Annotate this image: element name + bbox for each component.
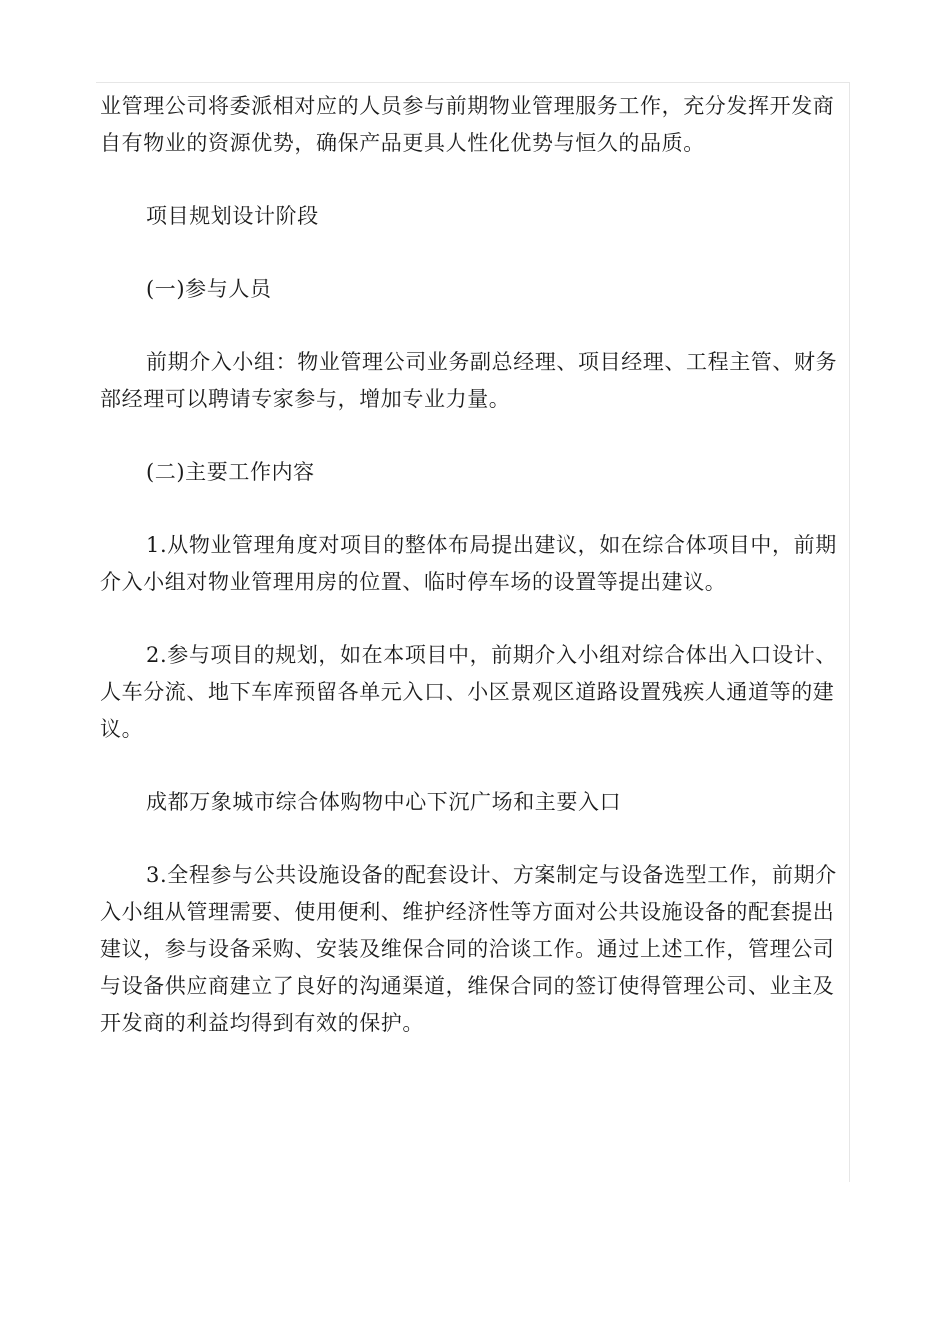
subheading-main-work: (二)主要工作内容 (146, 460, 315, 484)
document-body (100, 88, 844, 1078)
section-heading-planning-stage: 项目规划设计阶段 (146, 204, 319, 228)
subheading-participants: (一)参与人员 (146, 277, 272, 301)
list-item-1: 1.从物业管理角度对项目的整体布局提出建议，如在综合体项目中，前期介入小组对物业管理用房的位置、临时停车场的设置等提出建议。 (100, 533, 837, 594)
list-item-2: 2.参与项目的规划，如在本项目中，前期介入小组对综合体出入口设计、人车分流、地下车库预留各单元入口、小区景观区道路设置残疾人通道等的建议。 (100, 643, 837, 741)
paragraph-intervention-team: 前期介入小组：物业管理公司业务副总经理、项目经理、工程主管、财务部经理可以聘请专家参与，增加专业力量。 (100, 350, 838, 411)
image-caption: 成都万象城市综合体购物中心下沉广场和主要入口 (146, 790, 622, 814)
paragraph-continuation: 业管理公司将委派相对应的人员参与前期物业管理服务工作，充分发挥开发商自有物业的资源优势，确保产品更具人性化优势与恒久的品质。 (100, 94, 835, 155)
list-item-3: 3.全程参与公共设施设备的配套设计、方案制定与设备选型工作，前期介入小组从管理需要、使用便利、维护经济性等方面对公共设施设备的配套提出建议，参与设备采购、安装及维保合同的洽谈工作。通过上述工作，管理公司与设备供应商建立了良好的沟通渠道，维保合同的签订使得管理公司、业主及开发商的利益均得到有效的保护。 (100, 863, 837, 1035)
